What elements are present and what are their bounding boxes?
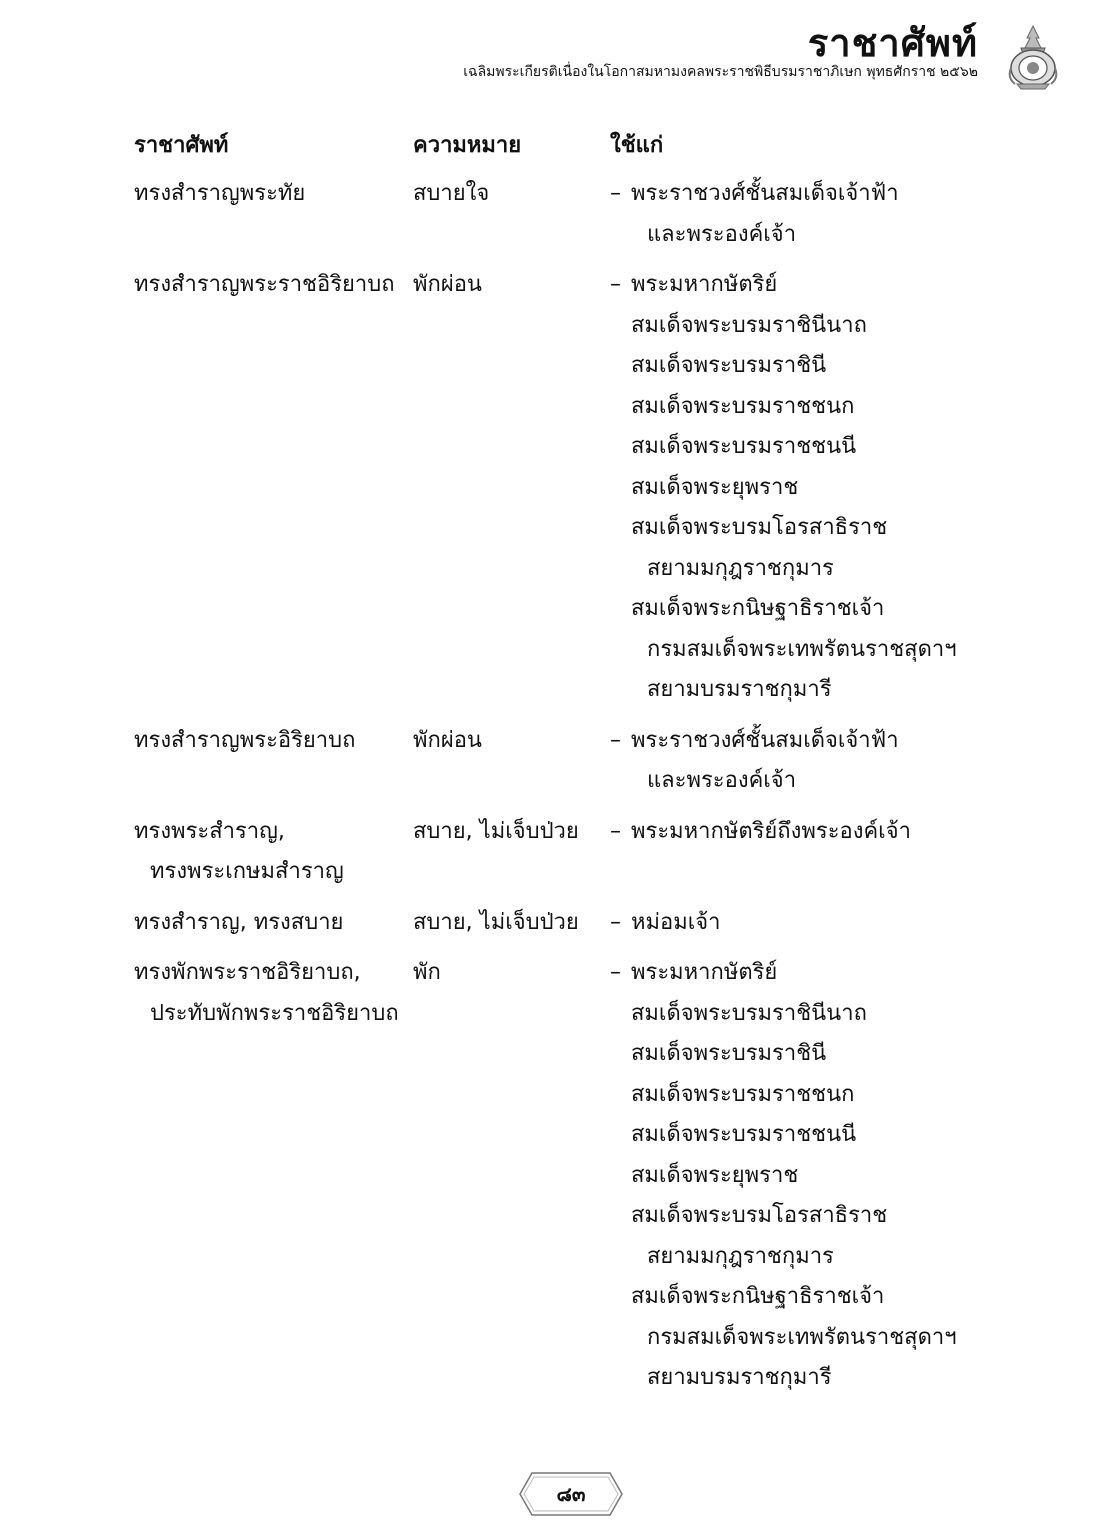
usage-cell — [610, 721, 1014, 802]
header-term: ราชาศัพท์ — [134, 133, 229, 158]
term-text: ทรงสำราญพระราชอิริยาบถ — [134, 272, 395, 297]
meaning-text: สบาย, ไม่เจ็บป่วย — [413, 909, 579, 935]
usage-line — [610, 1237, 1014, 1278]
usage-text: และพระองค์เจ้า — [647, 768, 797, 793]
usage-text: กรมสมเด็จพระเทพรัตนราชสุดาฯ — [647, 636, 957, 662]
table-row — [134, 174, 1014, 255]
usage-line — [610, 508, 1014, 549]
usage-text: สมเด็จพระกนิษฐาธิราชเจ้า — [631, 596, 885, 621]
usage-text: สมเด็จพระบรมราชินีนาถ — [631, 312, 867, 338]
vocabulary-table — [134, 124, 1014, 1409]
usage-line — [610, 387, 1014, 428]
usage-text: พระมหากษัตริย์ถึงพระองค์เจ้า — [631, 818, 911, 844]
usage-text: สมเด็จพระยุพราช — [631, 1162, 799, 1188]
usage-text: สมเด็จพระบรมราชชนนี — [631, 1122, 857, 1147]
usage-line — [610, 427, 1014, 468]
term-text: ทรงพระเกษมสำราญ — [150, 859, 344, 884]
table-row — [134, 812, 1014, 893]
meaning-cell — [413, 812, 610, 893]
usage-text: สยามมกุฎราชกุมาร — [647, 1243, 834, 1269]
meaning-cell — [413, 174, 610, 255]
meaning-text: สบายใจ — [413, 181, 490, 206]
table-row — [134, 721, 1014, 802]
term-cell — [134, 265, 413, 711]
usage-text: พระราชวงศ์ชั้นสมเด็จเจ้าฟ้า — [631, 181, 899, 206]
usage-line — [610, 215, 1014, 256]
meaning-text: พักผ่อน — [413, 727, 482, 753]
table-row — [134, 265, 1014, 711]
usage-line — [610, 761, 1014, 802]
term-text: ทรงพระสำราญ, — [134, 818, 285, 844]
usage-text: สมเด็จพระบรมราชินี — [631, 1041, 827, 1066]
usage-line — [610, 630, 1014, 671]
meaning-cell — [413, 721, 610, 802]
term-cell — [134, 953, 413, 1399]
usage-text: สมเด็จพระกนิษฐาธิราชเจ้า — [631, 1284, 885, 1309]
usage-line — [610, 1156, 1014, 1197]
dash-marker — [610, 468, 631, 509]
usage-cell — [610, 903, 1014, 944]
usage-cell — [610, 265, 1014, 711]
dash-marker — [610, 994, 631, 1035]
usage-line — [610, 1318, 1014, 1359]
dash-marker — [610, 1358, 631, 1399]
dash-marker — [610, 346, 631, 387]
page-header — [463, 20, 978, 82]
dash-marker — [610, 215, 631, 256]
usage-text: สยามมกุฎราชกุมาร — [647, 555, 834, 581]
term-cell — [134, 174, 413, 255]
usage-line — [610, 1075, 1014, 1116]
usage-text: สมเด็จพระบรมโอรสาธิราช — [631, 515, 888, 540]
table-row — [134, 953, 1014, 1399]
meaning-text: พักผ่อน — [413, 272, 482, 297]
term-text: ประทับพักพระราชอิริยาบถ — [150, 1000, 399, 1026]
dash-marker — [610, 306, 631, 347]
dash-marker: – — [610, 181, 621, 206]
usage-text: สมเด็จพระบรมราชินีนาถ — [631, 1000, 867, 1026]
meaning-text: สบาย, ไม่เจ็บป่วย — [413, 818, 579, 844]
dash-marker — [610, 589, 631, 630]
dash-marker — [610, 1115, 631, 1156]
usage-line — [610, 174, 1014, 215]
dash-marker — [610, 387, 631, 428]
term-cell — [134, 903, 413, 944]
dash-marker — [610, 1277, 631, 1318]
dash-marker — [610, 1156, 631, 1197]
usage-text: สมเด็จพระบรมราชชนก — [631, 393, 855, 419]
usage-line — [610, 812, 1014, 853]
page-number-badge — [518, 1471, 624, 1517]
usage-line — [610, 903, 1014, 944]
header-subtitle: เฉลิมพระเกียรติเนื่องในโอกาสมหามงคลพระราชพิธีบรมราชาภิเษก พุทธศักราช ๒๕๖๒ — [463, 64, 978, 80]
usage-line — [610, 549, 1014, 590]
usage-line — [610, 1034, 1014, 1075]
usage-line — [610, 1277, 1014, 1318]
usage-text: พระมหากษัตริย์ — [631, 960, 778, 985]
term-text: ทรงสำราญ, ทรงสบาย — [134, 909, 344, 935]
term-cell — [134, 812, 413, 893]
usage-text: และพระองค์เจ้า — [647, 221, 797, 247]
dash-marker — [610, 1318, 631, 1359]
term-text: ทรงสำราญพระทัย — [134, 181, 306, 206]
table-row — [134, 903, 1014, 944]
usage-line — [610, 265, 1014, 306]
usage-line — [610, 346, 1014, 387]
dash-marker — [610, 1075, 631, 1116]
dash-marker — [610, 549, 631, 590]
header-usage: ใช้แก่ — [610, 133, 664, 158]
usage-line — [610, 721, 1014, 762]
usage-line — [610, 306, 1014, 347]
term-text: ทรงพักพระราชอิริยาบถ, — [134, 960, 361, 985]
dash-marker — [610, 1034, 631, 1075]
dash-marker: – — [610, 727, 621, 753]
usage-line — [610, 670, 1014, 711]
dash-marker: – — [610, 909, 621, 935]
usage-text: สมเด็จพระบรมราชินี — [631, 353, 827, 378]
usage-text: สมเด็จพระบรมราชชนนี — [631, 434, 857, 459]
usage-line — [610, 1358, 1014, 1399]
page-number: ๘๓ — [556, 1482, 586, 1506]
header-title: ราชาศัพท์ — [807, 21, 978, 65]
term-cell — [134, 721, 413, 802]
dash-marker — [610, 1237, 631, 1278]
table-header-row — [134, 124, 1014, 168]
usage-text: สยามบรมราชกุมารี — [647, 1365, 832, 1390]
usage-text: หม่อมเจ้า — [631, 909, 721, 935]
dash-marker — [610, 670, 631, 711]
dash-marker: – — [610, 818, 621, 844]
meaning-text: พัก — [413, 960, 441, 985]
usage-line — [610, 1196, 1014, 1237]
royal-emblem-icon — [1003, 24, 1063, 90]
table-body — [134, 174, 1014, 1399]
dash-marker — [610, 761, 631, 802]
usage-line — [610, 468, 1014, 509]
dash-marker: – — [610, 272, 621, 297]
usage-text: พระมหากษัตริย์ — [631, 272, 778, 297]
dash-marker — [610, 508, 631, 549]
dash-marker — [610, 1196, 631, 1237]
meaning-cell — [413, 903, 610, 944]
dash-marker — [610, 630, 631, 671]
usage-text: สมเด็จพระบรมโอรสาธิราช — [631, 1203, 888, 1228]
dash-marker — [610, 427, 631, 468]
usage-text: สยามบรมราชกุมารี — [647, 677, 832, 702]
usage-text: สมเด็จพระบรมราชชนก — [631, 1081, 855, 1107]
header-meaning: ความหมาย — [413, 133, 522, 158]
usage-text: พระราชวงศ์ชั้นสมเด็จเจ้าฟ้า — [631, 727, 899, 753]
term-text: ทรงสำราญพระอิริยาบถ — [134, 727, 356, 753]
usage-text: สมเด็จพระยุพราช — [631, 474, 799, 500]
usage-cell — [610, 174, 1014, 255]
usage-text: กรมสมเด็จพระเทพรัตนราชสุดาฯ — [647, 1324, 957, 1350]
usage-line — [610, 1115, 1014, 1156]
dash-marker: – — [610, 960, 621, 985]
usage-cell — [610, 953, 1014, 1399]
usage-line — [610, 953, 1014, 994]
meaning-cell — [413, 265, 610, 711]
usage-cell — [610, 812, 1014, 893]
usage-line — [610, 994, 1014, 1035]
meaning-cell — [413, 953, 610, 1399]
usage-line — [610, 589, 1014, 630]
